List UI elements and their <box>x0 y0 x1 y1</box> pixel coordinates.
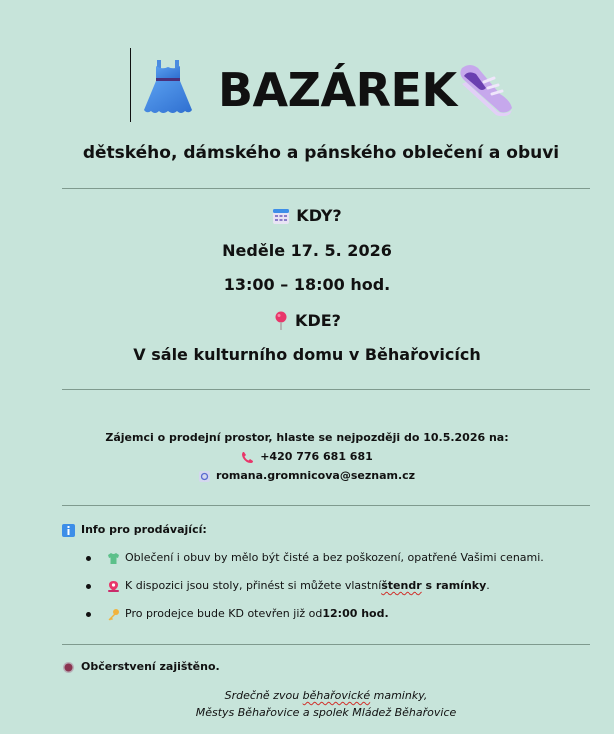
text-cursor <box>130 48 131 122</box>
cup-icon <box>62 661 75 674</box>
list-item: Pro prodejce bude KD otevřen již od 12:00 hod. <box>84 606 389 622</box>
dress-icon <box>140 58 196 116</box>
page-title: BAZÁREK <box>218 63 457 117</box>
contact-intro: Zájemci o prodejní prostor, hlaste se nejpozději do 10.5.2026 na: <box>105 431 509 444</box>
divider <box>62 389 590 390</box>
refreshments-note: Občerstvení zajištěno. <box>62 659 220 675</box>
divider <box>62 505 590 506</box>
pushpin-icon <box>273 311 289 331</box>
calendar-icon <box>272 207 290 225</box>
contact-email-row <box>0 468 614 484</box>
event-date: Neděle 17. 5. 2026 <box>222 241 392 260</box>
subtitle: dětského, dámského a pánského oblečení a obuvi <box>82 143 560 163</box>
email-icon <box>199 471 210 482</box>
phone-icon <box>241 451 254 464</box>
event-place: V sále kulturního domu v Běhařovicích <box>133 345 481 364</box>
when-heading <box>0 205 614 227</box>
signature <box>0 687 614 721</box>
bullet <box>86 584 91 589</box>
divider <box>62 188 590 189</box>
bullet <box>86 556 91 561</box>
bullet <box>86 612 91 617</box>
email-address[interactable]: romana.gromnicova@seznam.cz <box>215 469 416 482</box>
phone-number[interactable]: +420 776 681 681 <box>260 450 373 463</box>
sneaker-icon <box>456 58 516 116</box>
tshirt-icon <box>107 552 120 565</box>
list-item: Oblečení i obuv by mělo být čisté a bez poškození, opatřené Vašimi cenami. <box>84 550 544 566</box>
contact-phone-row <box>0 449 614 465</box>
info-icon <box>62 524 75 537</box>
list-item: K dispozici jsou stoly, přinést si můžete vlastní štendr s ramínky . <box>84 578 490 594</box>
location-icon <box>107 580 120 593</box>
signature-line-2: Městys Běhařovice a spolek Mládež Běhařovice <box>195 706 457 719</box>
where-label: KDE? <box>295 311 341 330</box>
when-label: KDY? <box>296 206 342 225</box>
key-icon <box>107 608 120 621</box>
where-heading <box>0 310 614 332</box>
divider <box>62 644 590 645</box>
signature-line-1: Srdečně zvou běhařovické maminky, <box>224 689 428 702</box>
info-heading: Info pro prodávající: <box>62 522 207 538</box>
event-time: 13:00 – 18:00 hod. <box>223 275 391 294</box>
